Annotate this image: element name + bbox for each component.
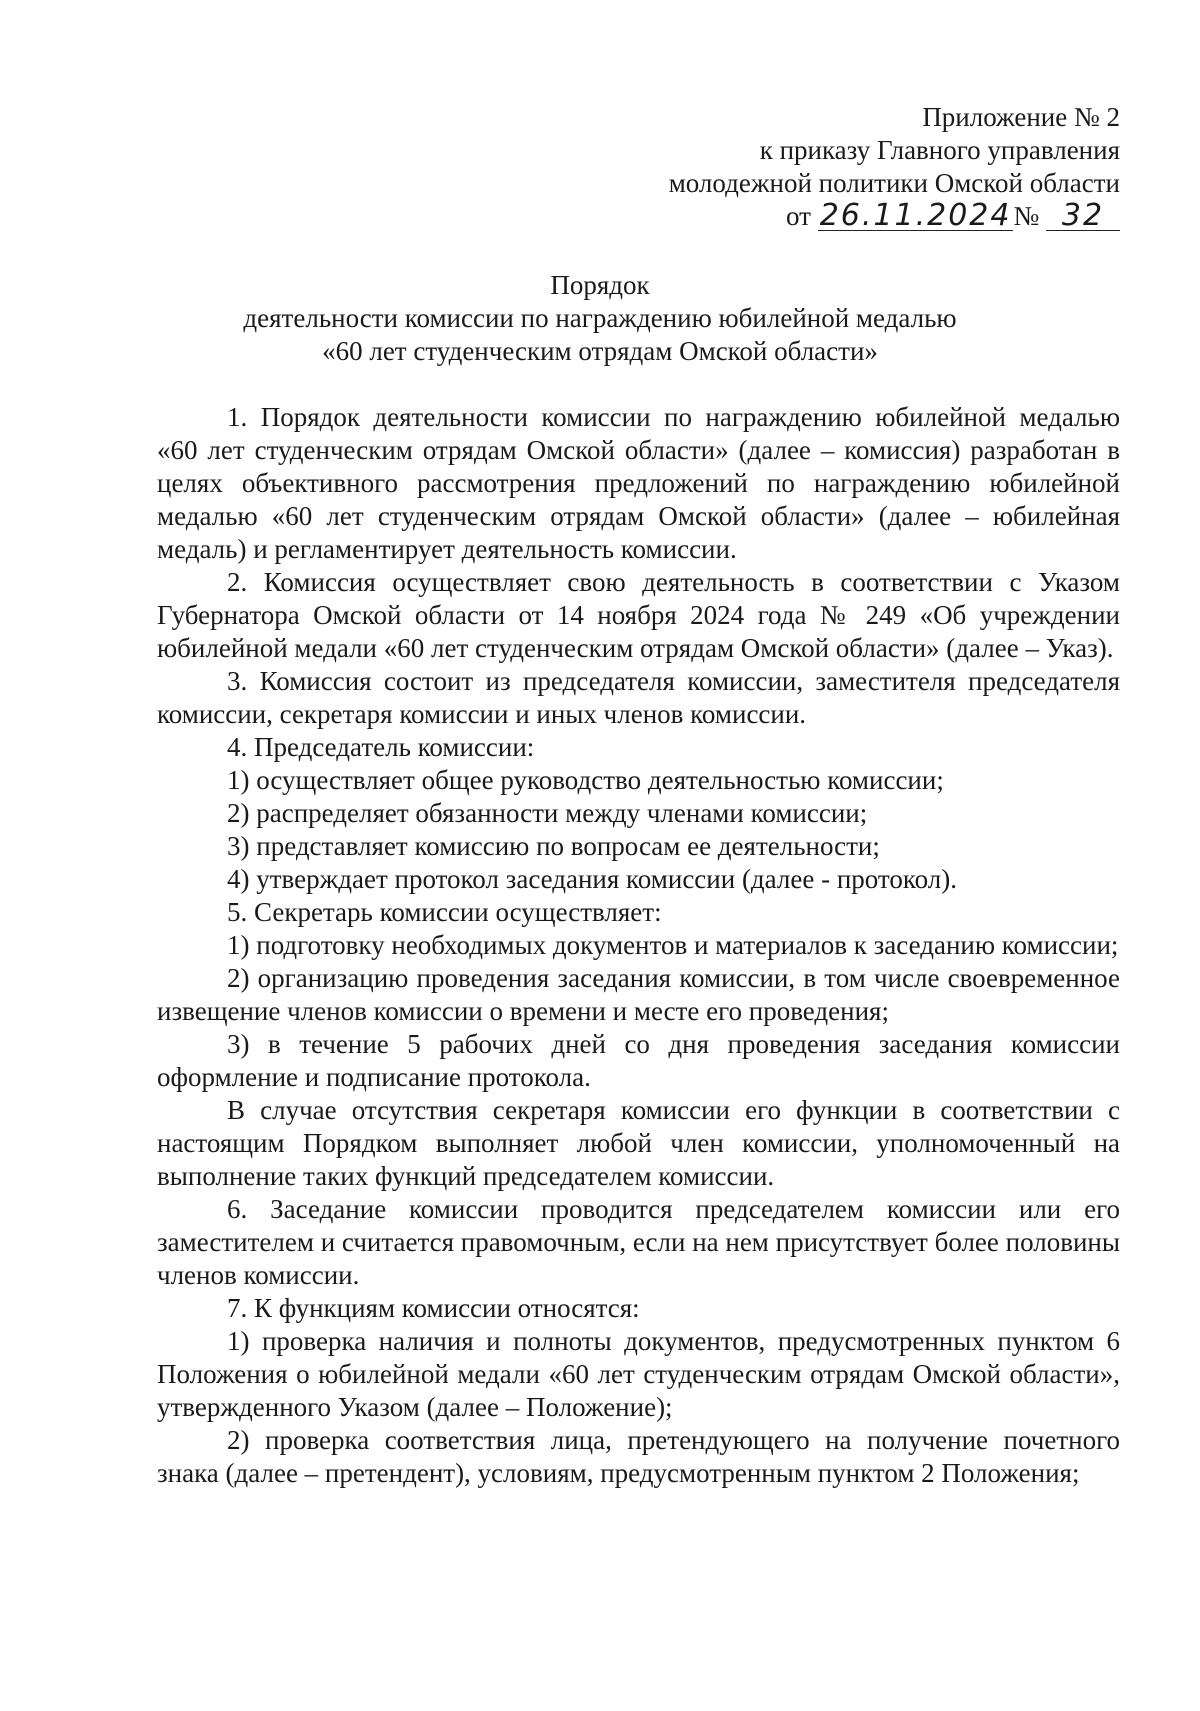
date-prefix: от xyxy=(786,201,811,231)
paragraph-1: 1. Порядок деятельности комиссии по награждению юбилейной медалью «60 лет студенческим отрядам Омской области» (далее – комиссия) разработан в целях объективного рассмотрения предложений по награждению юбилейной медалью «60 лет студенческим отрядам Омской области» (далее – юбилейная медаль) и регламентирует деятельность комиссии. xyxy=(157,402,1120,564)
number-prefix: № xyxy=(1013,201,1040,231)
paragraph-6: 6. Заседание комиссии проводится председателем комиссии или его заместителем и считается правомочным, если на нем присутствует более половины членов комиссии. xyxy=(157,1194,1121,1290)
paragraph-4: 4. Председатель комиссии: xyxy=(227,732,535,762)
appendix-organization: молодежной политики Омской области xyxy=(668,168,1120,198)
appendix-header xyxy=(420,101,1120,233)
paragraph-7: 7. К функциям комиссии относятся: xyxy=(227,1293,640,1323)
appendix-order-ref: к приказу Главного управления xyxy=(759,135,1120,165)
paragraph-3: 3. Комиссия состоит из председателя комиссии, заместителя председателя комиссии, секретаря комиссии и иных членов комиссии. xyxy=(157,666,1120,729)
paragraph-5-note: В случае отсутствия секретаря комиссии его функции в соответствии с настоящим Порядком выполняет любой член комиссии, уполномоченный на выполнение таких функций председателем комиссии. xyxy=(157,1095,1120,1191)
appendix-number: Приложение № 2 xyxy=(922,102,1120,132)
paragraph-5: 5. Секретарь комиссии осуществляет: xyxy=(227,897,662,927)
paragraph-4-item-3: 3) представляет комиссию по вопросам ее деятельности; xyxy=(227,831,880,861)
title-line-3: «60 лет студенческим отрядам Омской области» xyxy=(322,336,878,366)
paragraph-5-item-2: 2) организацию проведения заседания комиссии, в том числе своевременное извещение членов комиссии о времени и месте его проведения; xyxy=(157,963,1120,1026)
paragraph-4-item-4: 4) утверждает протокол заседания комиссии (далее - протокол). xyxy=(227,864,957,894)
paragraph-5-item-3: 3) в течение 5 рабочих дней со дня проведения заседания комиссии оформление и подписание протокола. xyxy=(157,1029,1120,1092)
paragraph-7-item-1: 1) проверка наличия и полноты документов, предусмотренных пунктом 6 Положения о юбилейной медали «60 лет студенческим отрядам Омской области», утвержденного Указом (далее – Положение); xyxy=(157,1326,1120,1422)
handwritten-number: 32 xyxy=(1046,202,1120,231)
title-line-2: деятельности комиссии по награждению юбилейной медалью xyxy=(243,303,957,333)
document-title xyxy=(100,269,1100,368)
document-body xyxy=(157,401,1120,1490)
paragraph-7-item-2: 2) проверка соответствия лица, претендующего на получение почетного знака (далее – претендент), условиям, предусмотренным пунктом 2 Положения; xyxy=(157,1425,1120,1488)
paragraph-4-item-2: 2) распределяет обязанности между членами комиссии; xyxy=(227,798,868,828)
paragraph-5-item-1: 1) подготовку необходимых документов и материалов к заседанию комиссии; xyxy=(227,930,1119,960)
handwritten-date: 26.11.2024 xyxy=(819,198,1012,233)
paragraph-4-item-1: 1) осуществляет общее руководство деятельностью комиссии; xyxy=(227,765,944,795)
appendix-date-line xyxy=(420,200,1120,233)
paragraph-2: 2. Комиссия осуществляет свою деятельность в соответствии с Указом Губернатора Омской области от 14 ноября 2024 года № 249 «Об учреждении юбилейной медали «60 лет студенческим отрядам Омской области» (далее – Указ). xyxy=(157,567,1120,663)
title-line-1: Порядок xyxy=(550,270,650,300)
